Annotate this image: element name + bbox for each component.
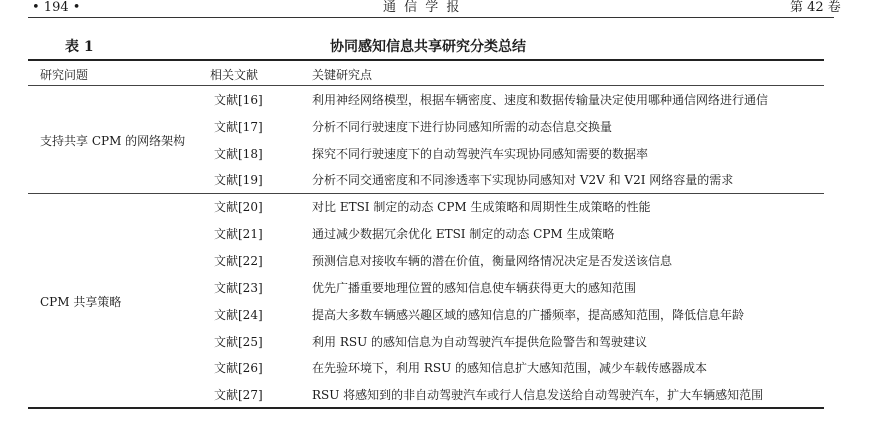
table-row-ref: 文献[21] [214, 227, 263, 241]
table-row-ref: 文献[23] [214, 281, 263, 295]
header-rule [28, 17, 834, 18]
page-number: • 194 • [32, 0, 81, 15]
table-row-point: 优先广播重要地理位置的感知信息使车辆获得更大的感知范围 [312, 281, 637, 295]
group-problem: 支持共享 CPM 的网络架构 [40, 134, 186, 148]
table-row-point: RSU 将感知到的非自动驾驶汽车或行人信息发送给自动驾驶汽车，扩大车辆感知范围 [312, 388, 764, 402]
table-row-point: 提高大多数车辆感兴趣区域的感知信息的广播频率，提高感知范围，降低信息年龄 [312, 308, 745, 322]
table-row-ref: 文献[17] [214, 120, 263, 134]
group-separator-rule [28, 193, 824, 194]
table-label: 表 1 [65, 39, 94, 55]
table-row-ref: 文献[18] [214, 147, 263, 161]
column-header-points: 关键研究点 [312, 68, 373, 82]
table-row-point: 对比 ETSI 制定的动态 CPM 生成策略和周期性生成策略的性能 [312, 200, 651, 214]
table-row-ref: 文献[26] [214, 361, 263, 375]
table-row-point: 利用神经网络模型，根据车辆密度、速度和数据传输量决定使用哪种通信网络进行通信 [312, 93, 769, 107]
group-problem: CPM 共享策略 [40, 295, 122, 309]
table-top-rule [28, 59, 824, 61]
table-row-ref: 文献[25] [214, 335, 263, 349]
table-title: 协同感知信息共享研究分类总结 [330, 39, 526, 55]
table-row-point: 分析不同行驶速度下进行协同感知所需的动态信息交换量 [312, 120, 613, 134]
header-bottom-rule [28, 85, 824, 86]
table-row-ref: 文献[24] [214, 308, 263, 322]
table-row-point: 分析不同交通密度和不同渗透率下实现协同感知对 V2V 和 V2I 网络容量的需求 [312, 173, 734, 187]
table-row-point: 在先验环境下，利用 RSU 的感知信息扩大感知范围，减少车载传感器成本 [312, 361, 708, 375]
volume-label: 第 42 卷 [790, 0, 841, 15]
table-row-ref: 文献[27] [214, 388, 263, 402]
table-row-point: 预测信息对接收车辆的潜在价值，衡量网络情况决定是否发送该信息 [312, 254, 673, 268]
column-header-problem: 研究问题 [40, 68, 89, 82]
journal-name: 通 信 学 报 [383, 0, 462, 15]
table-row-ref: 文献[19] [214, 173, 263, 187]
column-header-refs: 相关文献 [210, 68, 259, 82]
table-row-ref: 文献[16] [214, 93, 263, 107]
table-row-point: 利用 RSU 的感知信息为自动驾驶汽车提供危险警告和驾驶建议 [312, 335, 648, 349]
table-bottom-rule [28, 407, 824, 409]
table-row-ref: 文献[22] [214, 254, 263, 268]
table-row-point: 探究不同行驶速度下的自动驾驶汽车实现协同感知需要的数据率 [312, 147, 649, 161]
table-row-ref: 文献[20] [214, 200, 263, 214]
table-row-point: 通过减少数据冗余优化 ETSI 制定的动态 CPM 生成策略 [312, 227, 615, 241]
